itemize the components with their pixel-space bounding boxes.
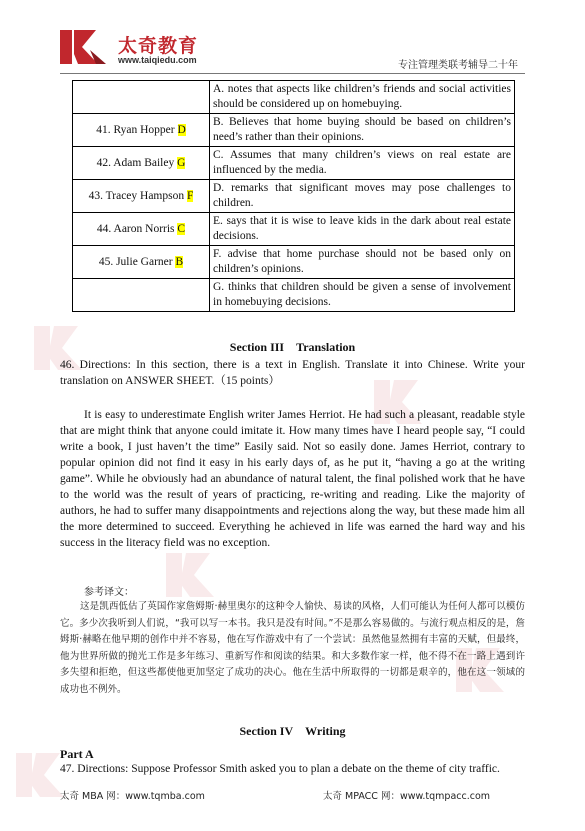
- person-cell: [73, 114, 210, 147]
- option-cell: C. Assumes that many children’s views on real estate are influenced by the media.: [210, 147, 515, 180]
- translation-passage: It is easy to underestimate English writer James Herriot. He had such a pleasant, readable style that are might think that anyone could imitate it. How many times have I heard people say, “I could write a book, I just haven’t the time” Easily said. Not so easily done. James Herriot, contrary to popular opinion did not find it easy in his early days of, as he put it, “having a go at the writing game”. While he obviously had an abundance of natural talent, the final polished work that he have to the world was the result of years of practicing, re-writing and reading. Like the majority of authors, he had to suffer many disappointments and rejections along the way, but these made him all the more determined to succeed. Everything he achieved in life was earned the hard way and his success in the literacy field was no exception.: [60, 409, 525, 549]
- option-cell: A. notes that aspects like children’s friends and social activities should be considered up on homebuying.: [210, 81, 515, 114]
- logo-brand-name: 太奇教育: [118, 35, 199, 57]
- table-row: [73, 114, 515, 147]
- person-cell: [73, 180, 210, 213]
- answer-letter: B: [175, 255, 184, 268]
- person-cell: [73, 246, 210, 279]
- section-4-title: Section IV Writing: [239, 724, 346, 738]
- part-a-heading: Part A: [60, 747, 94, 761]
- option-cell: E. says that it is wise to leave kids in the dark about real estate decisions.: [210, 213, 515, 246]
- option-cell: F. advise that home purchase should not be based only on children’s opinions.: [210, 246, 515, 279]
- answer-letter: C: [177, 222, 186, 235]
- person-cell: [73, 147, 210, 180]
- option-cell: B. Believes that home buying should be based on children’s need’s rather than their opinions.: [210, 114, 515, 147]
- person-cell: [73, 279, 210, 312]
- person-name: 41. Ryan Hopper: [96, 123, 178, 136]
- table-row: [73, 213, 515, 246]
- section-3-directions: 46. Directions: In this section, there is a text in English. Translate it into Chinese. Write your translation on ANSWER SHEET.（15 points）: [60, 359, 525, 387]
- table-row: [73, 246, 515, 279]
- header-divider: [60, 73, 525, 74]
- person-name: 42. Adam Bailey: [96, 156, 178, 169]
- section-4-directions: 47. Directions: Suppose Professor Smith asked you to plan a debate on the theme of city traffic.: [60, 763, 500, 775]
- section-3-title: Section III Translation: [229, 340, 356, 354]
- reference-translation-text: 这是凯西低估了英国作家詹姆斯·赫里奥尔的这种令人愉快、易读的风格，人们可能认为任何人都可以模仿它。多少次我听到人们说，“我可以写一本书。我只是没有时间。”不是那么容易做的。与流行观点相反的是，詹姆斯·赫略在他早期的创作中并不容易，他在写作游戏中有了一个尝试：虽然他显然拥有丰富的天赋，但最终，他为世界所做的抛光工作是多年练习、重新写作和阅读的结果。和大多数作家一样，他不得不在一路上遇到许多失望和拒绝，但这些都使他更加坚定了成功的决心。他在生活中所取得的一切都是艰辛的，他在这一领域的成功也不例外。: [60, 601, 525, 695]
- table-row: [73, 180, 515, 213]
- reference-translation-label: 参考译文：: [84, 587, 134, 598]
- table-row: [73, 279, 515, 312]
- footer-mba-link[interactable]: 太奇 MBA 网：www.tqmba.com: [60, 791, 205, 802]
- table-row: [73, 147, 515, 180]
- matching-table: [72, 80, 515, 312]
- answer-letter: G: [177, 156, 186, 169]
- option-cell: D. remarks that significant moves may pose challenges to children.: [210, 180, 515, 213]
- person-cell: [73, 213, 210, 246]
- page-header: [0, 0, 585, 82]
- option-cell: G. thinks that children should be given a sense of involvement in homebuying decisions.: [210, 279, 515, 312]
- answer-letter: D: [177, 123, 186, 136]
- person-name: 44. Aaron Norris: [96, 222, 178, 235]
- person-name: 45. Julie Garner: [98, 255, 176, 268]
- table-row: [73, 81, 515, 114]
- logo-website: www.taiqiedu.com: [118, 55, 197, 65]
- person-cell: [73, 81, 210, 114]
- header-slogan: 专注管理类联考辅导二十年: [398, 60, 518, 71]
- answer-letter: F: [186, 189, 194, 202]
- footer-mpacc-link[interactable]: 太奇 MPACC 网：www.tqmpacc.com: [323, 791, 491, 802]
- taiqi-logo-icon: [60, 30, 106, 64]
- person-name: 43. Tracey Hampson: [88, 189, 187, 202]
